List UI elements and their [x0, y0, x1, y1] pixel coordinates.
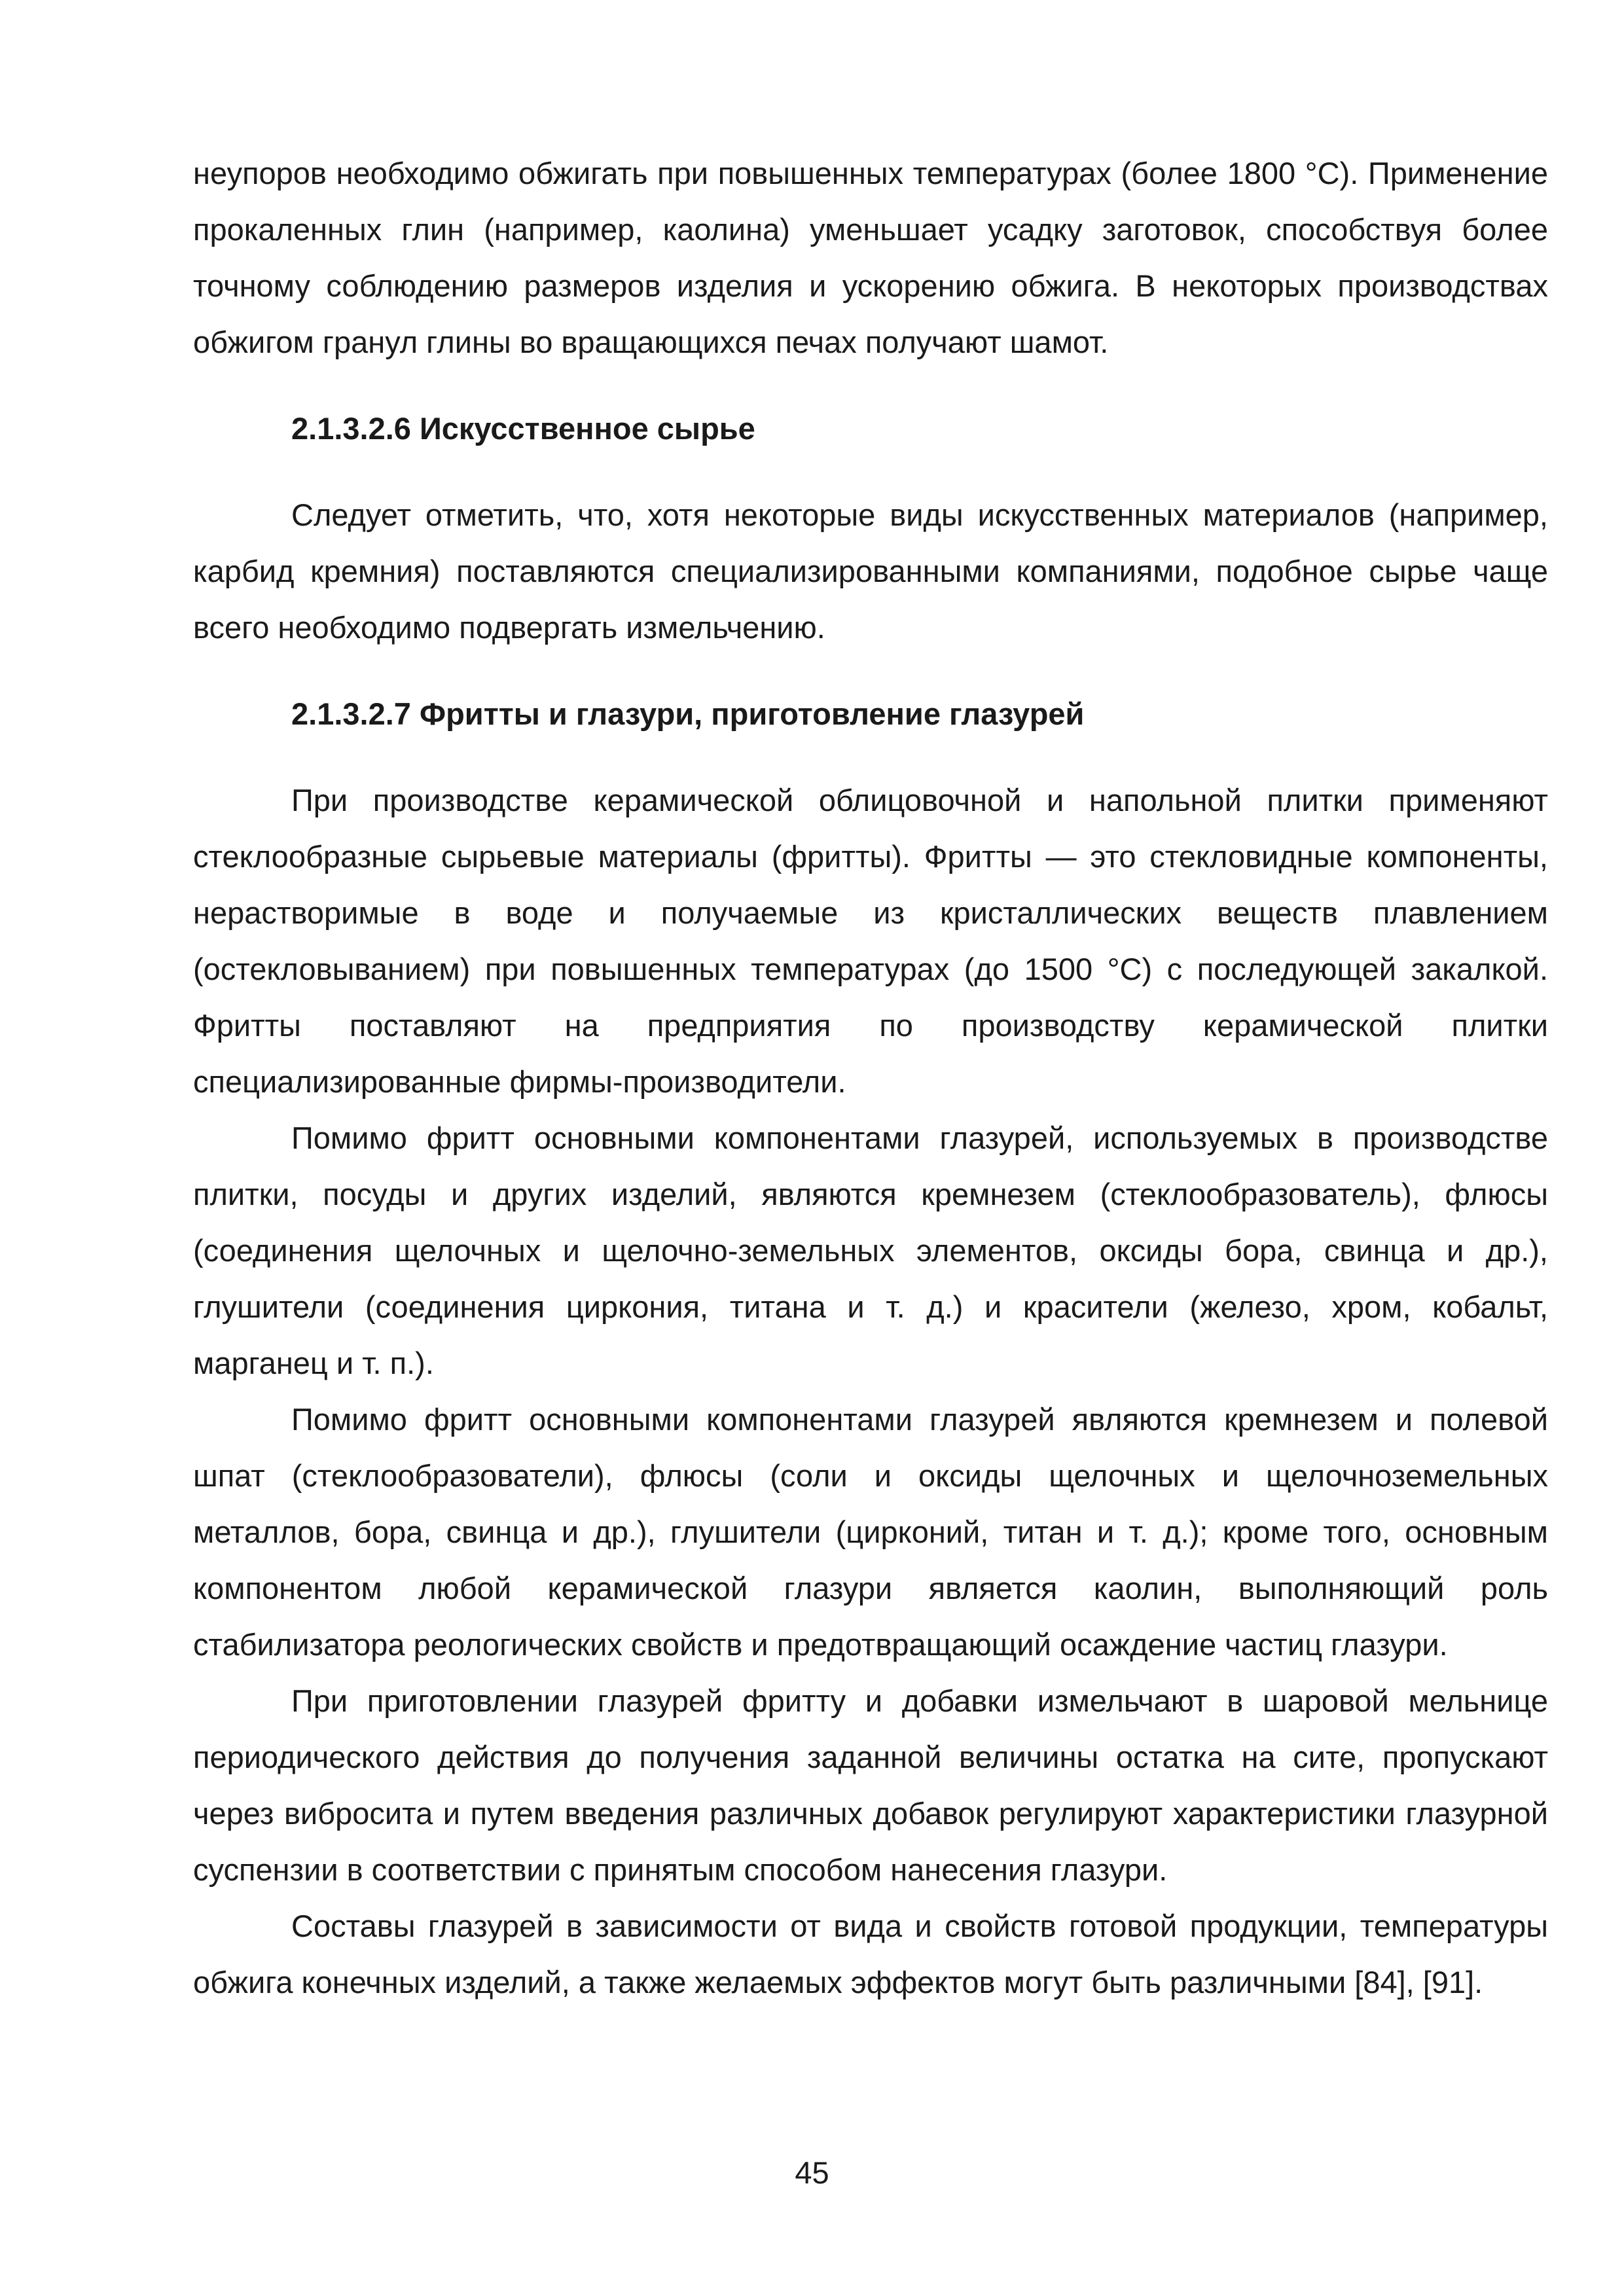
page-body — [193, 145, 1548, 2011]
section-heading-artificial-raw-materials: 2.1.3.2.6 Искусственное сырье — [291, 411, 755, 446]
paragraph-glaze-preparation: При приготовлении глазурей фритту и добавки измельчают в шаровой мельнице периодического действия до получения заданной величины остатка на сите, пропускают через вибросита и путем введения различных добавок регулируют характеристики глазурной суспензии в соответствии с принятым способом нанесения глазури. — [193, 1683, 1548, 1887]
paragraph-frits-production: При производстве керамической облицовочной и напольной плитки применяют стеклообразные сырьевые материалы (фритты). Фритты — это стекловидные компоненты, нерастворимые в воде и получаемые из кристаллических веществ плавлением (остекловыванием) при повышенных температурах (до 1500 °С) с последующей закалкой. Фритты поставляют на предприятия по производству керамической плитки специализированные фирмы-производители. — [193, 783, 1548, 1099]
paragraph-glaze-compositions: Составы глазурей в зависимости от вида и свойств готовой продукции, температуры обжига конечных изделий, а также желаемых эффектов могут быть различными [84], [91]. — [193, 1909, 1548, 2000]
page-number: 45 — [795, 2155, 829, 2190]
section-heading-frits-glazes: 2.1.3.2.7 Фритты и глазури, приготовление глазурей — [291, 696, 1085, 731]
paragraph-continued: неупоров необходимо обжигать при повышенных температурах (более 1800 °С). Применение прокаленных глин (например, каолина) уменьшает усадку заготовок, способствуя более точному соблюдению размеров изделия и ускорению обжига. В некоторых производствах обжигом гранул глины во вращающихся печах получают шамот. — [193, 156, 1548, 359]
paragraph-glaze-components: Помимо фритт основными компонентами глазурей, используемых в производстве плитки, посуды и других изделий, являются кремнезем (стеклообразователь), флюсы (соединения щелочных и щелочно-земельных элементов, оксиды бора, свинца и др.), глушители (соединения циркония, титана и т. д.) и красители (железо, хром, кобальт, марганец и т. п.). — [193, 1121, 1548, 1380]
paragraph-glaze-components-2: Помимо фритт основными компонентами глазурей являются кремнезем и полевой шпат (стеклообразователи), флюсы (соли и оксиды щелочных и щелочноземельных металлов, бора, свинца и др.), глушители (цирконий, титан и т. д.); кроме того, основным компонентом любой керамической глазури является каолин, выполняющий роль стабилизатора реологических свойств и предотвращающий осаждение частиц глазури. — [193, 1402, 1548, 1662]
paragraph-artificial-materials: Следует отметить, что, хотя некоторые виды искусственных материалов (например, карбид кремния) поставляются специализированными компаниями, подобное сырье чаще всего необходимо подвергать измельчению. — [193, 497, 1548, 645]
